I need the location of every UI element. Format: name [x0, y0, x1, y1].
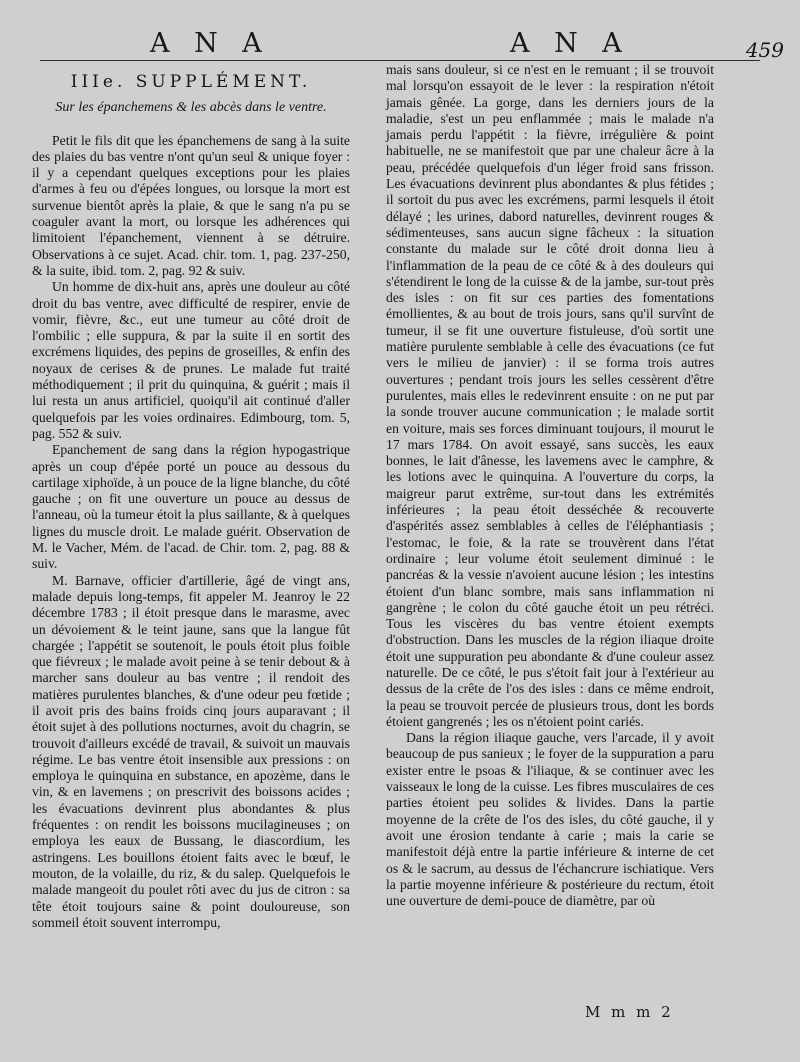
signature-mark: M m m 2 — [585, 1003, 674, 1021]
left-column — [32, 62, 350, 931]
paragraph: M. Barnave, officier d'artillerie, âgé de vingt ans, malade depuis long-temps, fit appeler M. Jeanroy le 22 décembre 1783 ; il étoit presque dans le marasme, avec un dévoiement & le teint jaune, sans que la langue fût chargée ; l'appétit se soutenoit, le pouls étoit plus foible que fiévreux ; le malade avoit peine à se tenir debout & à marcher sans douleur au bas ventre ; il rendoit des matières purulentes blanches, & d'une odeur peu fœtide ; il avoit pris des bains froids cinq jours auparavant ; il étoit sujet à des pollutions nocturnes, avoit du chagrin, se trouvoit d'ailleurs excédé de travail, & suivoit un mauvais régime. Le bas ventre étoit insensible aux pressions : on employa le quinquina en substance, en apozème, dans le vin, & en lavemens ; on prescrivit des boissons acides ; les évacuations devinrent plus abondantes & plus fréquentes : on rendit les boissons mucilagineuses ; on employa les eaux de Bussang, le diascordium, les astringens. Les bouillons étoient faits avec le bœuf, le mouton, de la volaille, du riz, & du salep. Quelquefois le malade mangeoit du poulet rôti avec du jus de citron : sa tête étoit toujours saine & point douloureuse, son sommeil étoit souvent interrompu, — [32, 572, 350, 930]
section-title: Sur les épanchemens & les abcès dans le ventre. — [55, 100, 327, 116]
running-head-right: A N A — [510, 28, 630, 59]
paragraph: Epanchement de sang dans la région hypogastrique après un coup d'épée porté un pouce au dessous du cartilage xiphoïde, à un pouce de la ligne blanche, du côté gauche ; on fit une ouverture un pouce au dessus de l'anneau, où la tumeur étoit la plus saillante, & à quelques lignes du muscle droit. Le malade guérit. Observation de M. le Vacher, Mém. de l'acad. de Chir. tom. 2, pag. 88 & suiv. — [32, 442, 350, 572]
paragraph: Dans la région iliaque gauche, vers l'arcade, il y avoit beaucoup de pus sanieux ; le foyer de la suppuration a paru exister entre le psoas & l'iliaque, & se continuer avec les vaisseaux le long de la cuisse. Les fibres musculaires de ces parties étoient peu solides & livides. Dans la partie moyenne de la crête de l'os des isles, du côté gauche, il y avoit une érosion tendante à carie ; mais la carie se manifestoit déjà entre la partie inférieure & interne de cet os & le sacrum, au dessus de l'échancrure ischiatique. Vers la partie moyenne inférieure & postérieure du rectum, étoit une ouverture de demi-pouce de diamètre, par où — [386, 730, 715, 909]
running-head-left: A N A — [150, 28, 270, 59]
paragraph: mais sans douleur, si ce n'est en le remuant ; il se trouvoit mal lorsqu'on essayoit de le lever : la respiration n'étoit jamais gênée. La gorge, dans les derniers jours de la maladie, s'est un peu enflammée ; mais le malade n'a jamais perdu l'appétit : la fièvre, irrégulière & point habituelle, ne se manifestoit que par une chaleur âcre à la peau, précédée quelquefois d'un léger froid sans frisson. Les évacuations devinrent plus abondantes & plus fétides ; il sortoit du pus avec les excrémens, parmi lesquels il étoit délayé ; les urines, dabord naturelles, devinrent rouges & sédimenteuses, sans aucun signe fâcheux : la situation constante du malade sur le côté droit donna lieu à l'inflammation de la peau de ce côté & à des douleurs qui s'étendirent le long de la cuisse & de la jambe, sur-tout près des isles : on fit sur ces parties des fomentations émollientes, & au bout de trois jours, sans qu'il survînt de tumeur, il se fit une ouverture fistuleuse, d'où sortit une matière purulente semblable à celle des évacuations (ce fut vers le milieu de janvier) : il se forma trois autres ouvertures ; pendant trois jours les selles cessèrent d'être purulentes, mais elles le redevinrent ensuite : on ne put par la sonde trouver aucune communication ; le malade sortit en voiture, mais ses forces diminuant toujours, il mourut le 17 mars 1784. On avoit essayé, sans succès, les eaux bonnes, le lait d'ânesse, les lavemens avec le camphre, & les lotions avec le quinquina. A l'ouverture du corps, la maigreur parut extrême, sur-tout dans les extrémités inférieures ; la peau étoit desséchée & recouverte d'aspérités assez semblables à celles de l'éléphantiasis ; l'estomac, le foie, & la rate se trouvèrent dans l'état ordinaire ; leur volume étoit seulement diminué : le pancréas & la vessie n'avoient aucune lésion ; les intestins étoient d'un blanc sombre, mais sans inflammation ni gangrène ; le colon du côté gauche étoit un peu rétréci. Tous les viscères du bas ventre étoient exempts d'obstruction. Dans les muscles de la région iliaque droite étoit une suppuration peu abondante & d'une couleur assez naturelle. De ce côté, le pus s'étoit fait jour à l'extérieur au dessus de la crête de l'os des isles : dans ce même endroit, la peau se trouvoit percée de plusieurs trous, dont les bords étoient gangrenés ; les os n'étoient point cariés. — [386, 62, 714, 729]
paragraph: Petit le fils dit que les épanchemens de sang à la suite des plaies du bas ventre n'ont qu'un seul & unique foyer : il y a cependant quelques exceptions pour les plaies d'armes à feu ou d'épées longues, ou lorsque la mort est survenue bientôt après la plaie, & que le sang n'a pu se coaguler avant la mort, ou lorsque les adhérences qui limitoient l'épanchement, viennent à se détruire. Observations à ce sujet. Acad. chir. tom. 1, pag. 237-250, & la suite, ibid. tom. 2, pag. 92 & suiv. — [32, 132, 350, 278]
supplement-title: IIIe. SUPPLÉMENT. — [70, 72, 312, 92]
page-number: 459 — [745, 38, 784, 62]
right-column — [386, 62, 714, 909]
header-rule — [40, 60, 760, 61]
paragraph: Un homme de dix-huit ans, après une douleur au côté droit du bas ventre, avec difficulté de respirer, envie de vomir, fièvre, &c., eut une tumeur au côté droit de l'ombilic ; elle suppura, & par la suite il en sortit des excrémens liquides, des pepins de groseilles, & enfin des noyaux de cerises & de prunes. Le malade fut traité méthodiquement ; il prit du quinquina, & guérit ; mais il lui resta un anus artificiel, quoiqu'il ait continué d'aller quelquefois par les voies ordinaires. Edimbourg, tom. 5, pag. 552 & suiv. — [32, 279, 350, 441]
